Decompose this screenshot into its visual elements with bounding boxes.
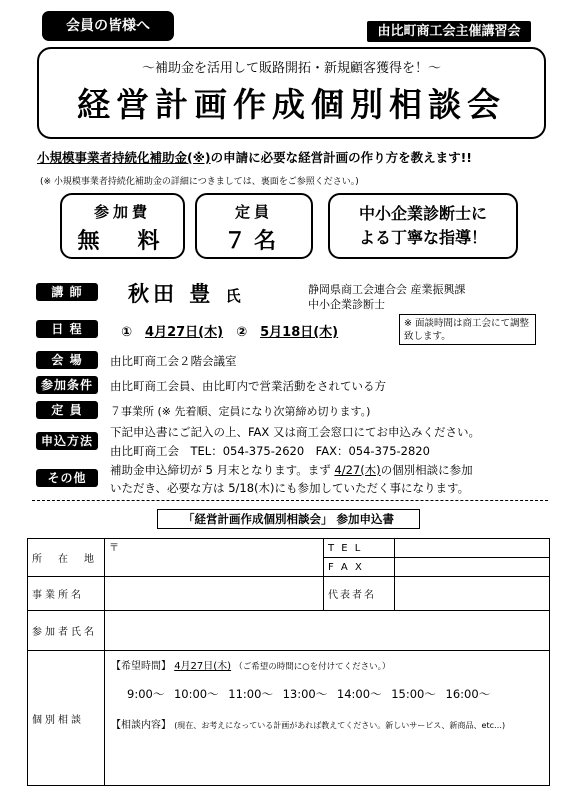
business-field[interactable] [105,577,324,611]
rep-label: 代表者名 [324,577,395,611]
participant-label: 参加者氏名 [28,611,105,651]
cut-line [32,500,548,501]
guidance-line2: よる丁寧な指導！ [358,228,487,247]
application-line2: 由比町商工会 TEL：054-375-2620 FAX：054-375-2820 [110,444,430,458]
application-form [27,538,550,786]
interview-note: ※ 面談時間は商工会にて調整致します。 [399,314,536,345]
other-label: その他 [36,469,98,487]
time-row: 【希望時間】 4月27日(木) （ご希望の時間に○を付けてください。） [111,661,391,672]
lecturer-affiliation: 静岡県商工会連合会 産業振興課 中小企業診断士 [308,283,466,311]
lecturer-label: 講 師 [36,283,98,301]
time-option[interactable]: 11:00～ [228,687,273,701]
fax-label: F A X [324,558,395,577]
consult-label: 個別相談 [28,651,105,786]
capacity-value: ７事業所 (※ 先着順、定員になり次第締め切ります。) [110,405,371,418]
fee-box [60,193,185,259]
subsidy-note: (※ 小規模事業者持続化補助金の詳細につきましては、裏面をご参照ください。) [40,177,359,187]
time-option[interactable]: 10:00～ [173,687,219,701]
title-box [37,47,546,139]
form-title: 「経営計画作成個別相談会」 参加申込書 [157,509,420,529]
guidance-line1: 中小企業診断士に [358,204,487,223]
tel-field[interactable] [395,539,550,558]
other-line2: いただき、必要な方は 5/18(木)にも参加していただく事になります。 [110,481,470,495]
other-line1: 補助金申込締切が 5 月末となります。まず 4/27(木)の個別相談に参加 [110,463,473,477]
time-option[interactable]: 14:00～ [336,687,382,701]
content-row: 【相談内容】 (現在、お考えになっている計画があれば教えてください。新しいサービス、新商品、etc…) [111,720,506,731]
tel-label: T E L [324,539,395,558]
guidance-box [328,193,518,259]
capacity-box-value: ７名 [223,229,284,254]
eligibility-label: 参加条件 [36,376,98,394]
subtitle: ～補助金を活用して販路開拓・新規顧客獲得を！～ [141,61,441,76]
application-label: 申込方法 [36,432,98,450]
venue-label: 会 場 [36,351,98,369]
fax-field[interactable] [395,558,550,577]
time-option[interactable]: 13:00～ [282,687,328,701]
participant-field[interactable] [105,611,550,651]
address-field[interactable]: 〒 [105,539,324,577]
fee-value: 無 料 [77,229,168,254]
sponsor-badge: 由比町商工会主催講習会 [367,21,531,42]
time-option[interactable]: 15:00～ [391,687,436,701]
time-option[interactable]: 16:00～ [445,687,491,701]
venue-value: 由比町商工会２階会議室 [110,354,237,368]
audience-tag: 会員の皆様へ [42,11,174,41]
schedule-label: 日 程 [36,320,98,338]
address-label: 所 在 地 [28,539,105,577]
lecturer-name: 秋田 豊 氏 [128,282,241,306]
business-label: 事業所名 [28,577,105,611]
time-option[interactable]: 9:00～ [127,687,165,701]
capacity-box [195,193,313,259]
fee-label: 参加費 [93,203,151,221]
capacity-box-label: 定員 [234,203,273,221]
application-line1: 下記申込書にご記入の上、FAX 又は商工会窓口にてお申込みください。 [110,425,480,439]
consult-field[interactable] [105,651,550,786]
rep-field[interactable] [395,577,550,611]
subsidy-name: 小規模事業者持続化補助金(※) [37,150,211,165]
capacity-label: 定 員 [36,401,98,419]
page-title: 経営計画作成個別相談会 [77,85,506,124]
eligibility-value: 由比町商工会員、由比町内で営業活動をされている方 [110,379,386,393]
time-options [111,686,543,702]
schedule-dates: ① 4月27日(木) ② 5月18日(木) [121,325,339,340]
intro-rest: の申請に必要な経営計画の作り方を教えます!! [210,150,472,165]
intro-text [37,148,472,166]
